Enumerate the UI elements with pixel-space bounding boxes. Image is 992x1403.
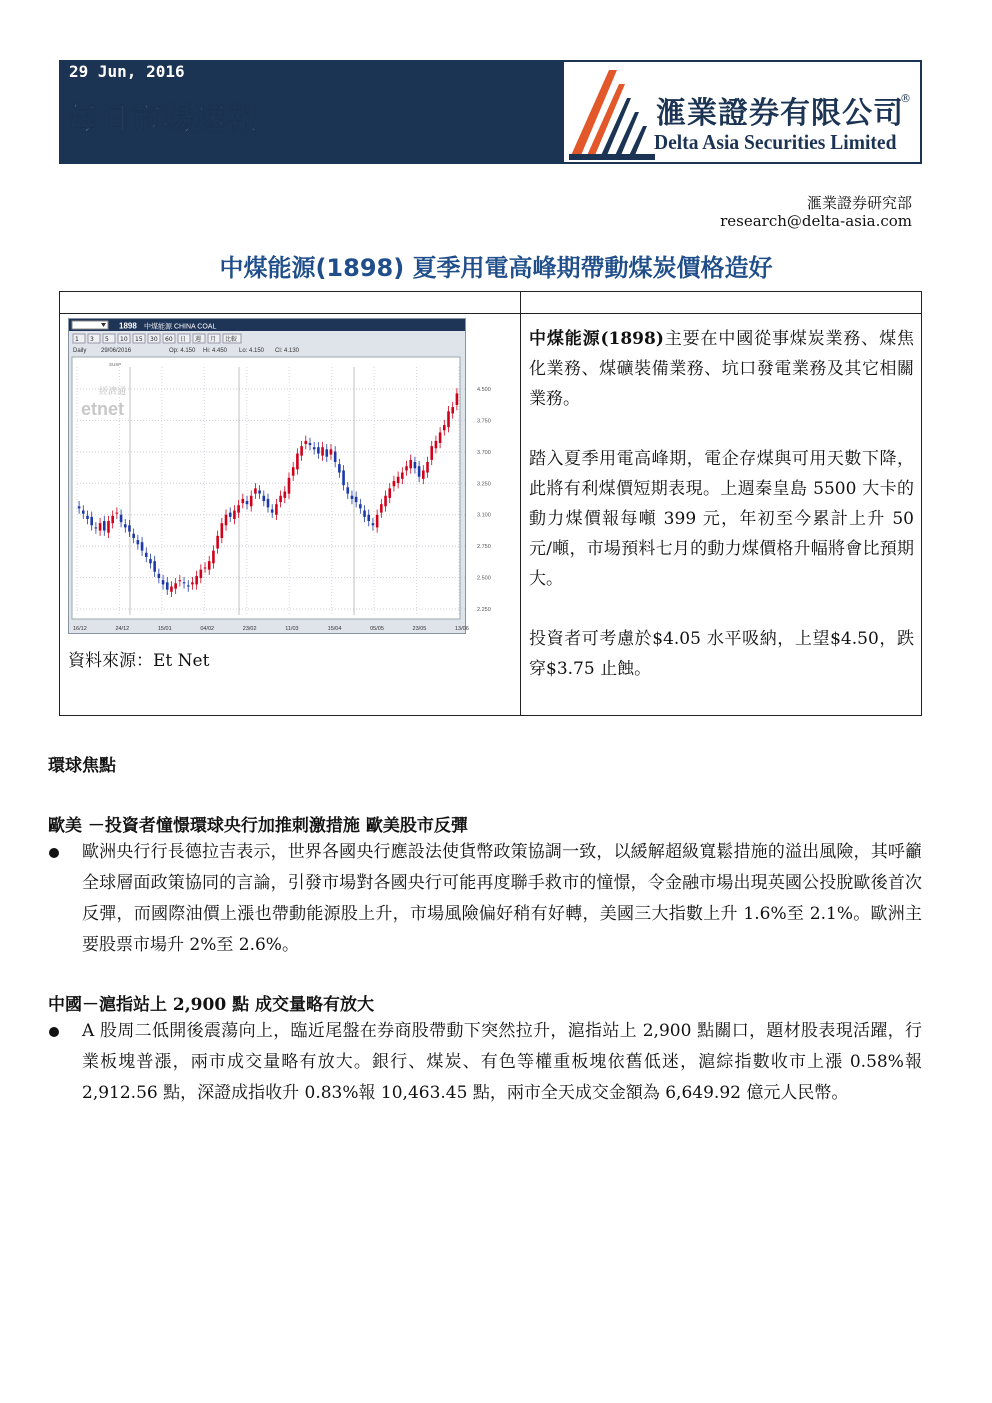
y-tick-label: 3.250 <box>477 481 491 488</box>
candle-body <box>191 582 194 584</box>
candle-body <box>153 561 156 572</box>
interval-button-label: 日 <box>180 336 187 343</box>
x-tick-label: 15/04 <box>327 626 342 632</box>
chart-date: 29/06/2016 <box>101 348 132 354</box>
candle-body <box>200 570 203 578</box>
candle-body <box>309 443 312 445</box>
x-tick-label: 23/02 <box>242 626 257 632</box>
candle-body <box>242 499 245 503</box>
candle-body <box>334 451 337 462</box>
event-tag: SUSP <box>109 362 122 367</box>
stock-chart <box>69 319 491 633</box>
analysis-p1-text: 主要在中國從事煤炭業務、煤焦化業務、煤礦裝備業務、坑口發電業務及其它相關業務。 <box>529 329 915 409</box>
interval-button-label: 3 <box>90 336 94 343</box>
candle-body <box>342 470 345 485</box>
company-name-en: Delta Asia Securities Limited <box>654 130 897 154</box>
candle-body <box>179 580 182 581</box>
candle-body <box>279 496 282 502</box>
chart-low: Lo: 4.150 <box>239 348 265 354</box>
table-header-row <box>60 292 921 314</box>
candle-body <box>124 524 127 527</box>
candle-body <box>229 513 232 517</box>
candle-body <box>183 582 186 583</box>
interval-button-label: 5 <box>105 336 109 343</box>
candle-body <box>111 516 114 523</box>
candle-body <box>116 513 119 514</box>
candle-body <box>95 527 98 528</box>
candle-body <box>216 536 219 549</box>
candle-body <box>166 582 169 589</box>
chart-stock-name: 中煤能源 CHINA COAL <box>144 323 217 331</box>
candle-body <box>208 561 211 569</box>
candle-body <box>254 488 257 493</box>
x-tick-label: 04/02 <box>200 626 215 632</box>
candle-body <box>426 462 429 473</box>
candle-body <box>292 467 295 475</box>
candle-body <box>414 462 417 468</box>
candle-body <box>107 521 110 533</box>
x-tick-label: 24/12 <box>115 626 130 632</box>
headline: 中煤能源(1898) 夏季用電高峰期帶動煤炭價格造好 <box>219 254 773 282</box>
research-email[interactable]: research@delta-asia.com <box>720 212 912 230</box>
x-tick-label: 11/03 <box>285 626 299 632</box>
candle-body <box>346 487 349 493</box>
candle-body <box>267 499 270 507</box>
analysis-paragraph-1 <box>529 324 914 414</box>
global-focus-heading: 環球焦點 <box>48 756 116 776</box>
bullet-dot-icon <box>49 848 59 858</box>
candle-body <box>246 501 249 504</box>
chart-period: Daily <box>73 348 87 354</box>
x-tick-label: 05/05 <box>370 626 384 632</box>
candle-body <box>325 449 328 456</box>
x-tick-label: 16/12 <box>73 626 87 632</box>
candle-body <box>372 523 375 525</box>
candle-body <box>195 576 198 584</box>
stock-chart-panel <box>68 318 491 634</box>
candle-body <box>141 542 144 550</box>
candle-body <box>363 511 366 517</box>
candle-body <box>128 525 131 531</box>
interval-button-label: 10 <box>120 336 128 343</box>
candle-body <box>380 504 383 512</box>
x-tick-label: 15/01 <box>157 626 172 632</box>
table-column-divider <box>520 292 521 715</box>
y-tick-label: 4.500 <box>477 387 491 393</box>
candle-body <box>321 447 324 455</box>
candle-body <box>456 393 459 405</box>
candle-body <box>237 505 240 512</box>
chart-high: Hi: 4.450 <box>203 348 228 354</box>
candle-body <box>418 466 421 477</box>
chart-source: 資料來源：Et Net <box>68 651 210 671</box>
candle-body <box>137 540 140 544</box>
chart-interval-buttons <box>73 334 241 343</box>
section-title-china: 中國－滬指站上 2,900 點 成交量略有放大 <box>48 995 374 1015</box>
candle-body <box>338 464 341 472</box>
interval-button-label: 60 <box>165 336 173 343</box>
report-date: 29 Jun, 2016 <box>69 62 185 81</box>
chart-stock-code: 1898 <box>119 321 137 331</box>
candle-body <box>330 449 333 454</box>
candle-body <box>430 446 433 460</box>
analysis-paragraph-3: 投資者可考慮於$4.05 水平吸納，上望$4.50，跌穿$3.75 止蝕。 <box>529 629 914 679</box>
y-tick-label: 2.250 <box>477 607 491 613</box>
x-tick-label: 23/05 <box>412 626 427 632</box>
section-bullet-china: A 股周二低開後震蕩向上，臨近尾盤在券商股帶動下突然拉升，滬指站上 2,900 點關口，題材股表現活躍，行業板塊普漲，兩市成交量略有放大。銀行、煤炭、有色等權重板塊依舊低迷，滬綜指數收市上漲 0.58%報 2,912.56 點，深證成指收升 0.83%報 10,463.45 點，兩市全天成交金額為 6,649.92 億元人民幣。 <box>82 1021 922 1103</box>
candle-body <box>435 441 438 448</box>
candle-body <box>170 587 173 592</box>
candle-body <box>300 446 303 455</box>
candle-body <box>120 515 123 522</box>
candle-body <box>258 490 261 493</box>
candle-body <box>233 511 236 519</box>
candle-body <box>409 460 412 468</box>
interval-button-label: 1 <box>75 336 79 343</box>
candle-body <box>388 488 391 497</box>
watermark-etnet: etnet <box>81 399 125 419</box>
candle-body <box>359 504 362 508</box>
candle-body <box>384 496 387 507</box>
candle-body <box>149 559 152 563</box>
y-tick-label: 3.700 <box>477 449 491 456</box>
report-title: 每日市場速報 <box>67 102 259 137</box>
company-name-cn: 滙業證券有限公司 <box>656 96 904 131</box>
bullet-dot-icon <box>49 1027 59 1037</box>
x-axis-labels <box>73 626 469 632</box>
candle-body <box>263 496 266 501</box>
candle-body <box>271 509 274 512</box>
candle-body <box>376 515 379 528</box>
candle-body <box>439 432 442 443</box>
registered-mark: ® <box>900 92 911 105</box>
candle-body <box>221 523 224 538</box>
section-bullet-europe-us: 歐洲央行行長德拉吉表示，世界各國央行應設法使貨幣政策協調一致，以緩解超級寬鬆措施的溢出風險，其呼籲全球層面政策協同的言論，引發市場對各國央行可能再度聯手救市的憧憬，令金融市場出現英國公投脫歐後首次反彈，而國際油價上漲也帶動能源股上升，市場風險偏好稍有好轉，美國三大指數上升 1.6%至 2.1%。歐洲主要股票市場升 2%至 2.6%。 <box>82 842 922 955</box>
interval-button-label: 月 <box>210 336 217 343</box>
candle-body <box>288 478 291 494</box>
candle-body <box>78 506 81 508</box>
candle-body <box>397 477 400 483</box>
chart-close: Cl: 4.130 <box>275 348 300 354</box>
candle-body <box>86 516 89 519</box>
analysis-paragraph-2: 踏入夏季用電高峰期，電企存煤與可用天數下降，此將有利煤價短期表現。上週秦皇島 5500 大卡的動力煤價報每噸 399 元，年初至今累計上升 50 元/噸，市場預料七月的動力煤價格升幅將會比預期大。 <box>529 449 914 589</box>
y-tick-label: 3.750 <box>477 418 491 425</box>
x-tick-label: 13/06 <box>455 626 469 632</box>
candle-body <box>443 425 446 430</box>
stock-name-bold: 中煤能源(1898) <box>529 329 664 349</box>
candle-body <box>82 511 85 514</box>
candle-body <box>132 534 135 538</box>
chart-open: Op: 4.150 <box>169 348 196 354</box>
candle-body <box>355 497 358 502</box>
candle-body <box>422 470 425 478</box>
candle-body <box>212 551 215 564</box>
candle-body <box>296 454 299 470</box>
candle-body <box>405 466 408 470</box>
candle-body <box>145 553 148 557</box>
candle-body <box>174 583 177 588</box>
section-title-europe-us: 歐美 －投資者憧憬環球央行加推刺激措施 歐美股市反彈 <box>48 816 468 836</box>
y-tick-label: 3.100 <box>477 512 491 519</box>
candle-body <box>317 447 320 453</box>
candle-body <box>90 517 93 525</box>
interval-button-label: 週 <box>195 336 202 343</box>
candle-body <box>225 515 228 526</box>
candle-body <box>283 492 286 498</box>
candle-body <box>304 441 307 444</box>
company-logo-icon <box>569 64 655 160</box>
candle-body <box>401 473 404 479</box>
research-department: 滙業證券研究部 <box>806 194 912 212</box>
candle-body <box>158 574 161 578</box>
candle-body <box>250 496 253 507</box>
candle-body <box>275 504 278 515</box>
candle-body <box>451 407 454 413</box>
candle-body <box>162 580 165 584</box>
candle-body <box>99 523 102 530</box>
candle-body <box>367 515 370 521</box>
candle-body <box>204 568 207 569</box>
candle-body <box>187 585 190 586</box>
candle-body <box>447 411 450 427</box>
watermark-cn: 經濟通 <box>99 387 127 397</box>
y-tick-label: 2.500 <box>477 575 491 582</box>
y-tick-label: 2.750 <box>477 544 491 551</box>
candle-body <box>351 496 354 499</box>
candle-body <box>313 447 316 449</box>
candle-body <box>103 521 106 530</box>
interval-button-label: 30 <box>150 336 158 343</box>
interval-button-label: 15 <box>135 336 143 343</box>
candle-body <box>393 481 396 486</box>
interval-button-label: 比較 <box>225 336 238 343</box>
